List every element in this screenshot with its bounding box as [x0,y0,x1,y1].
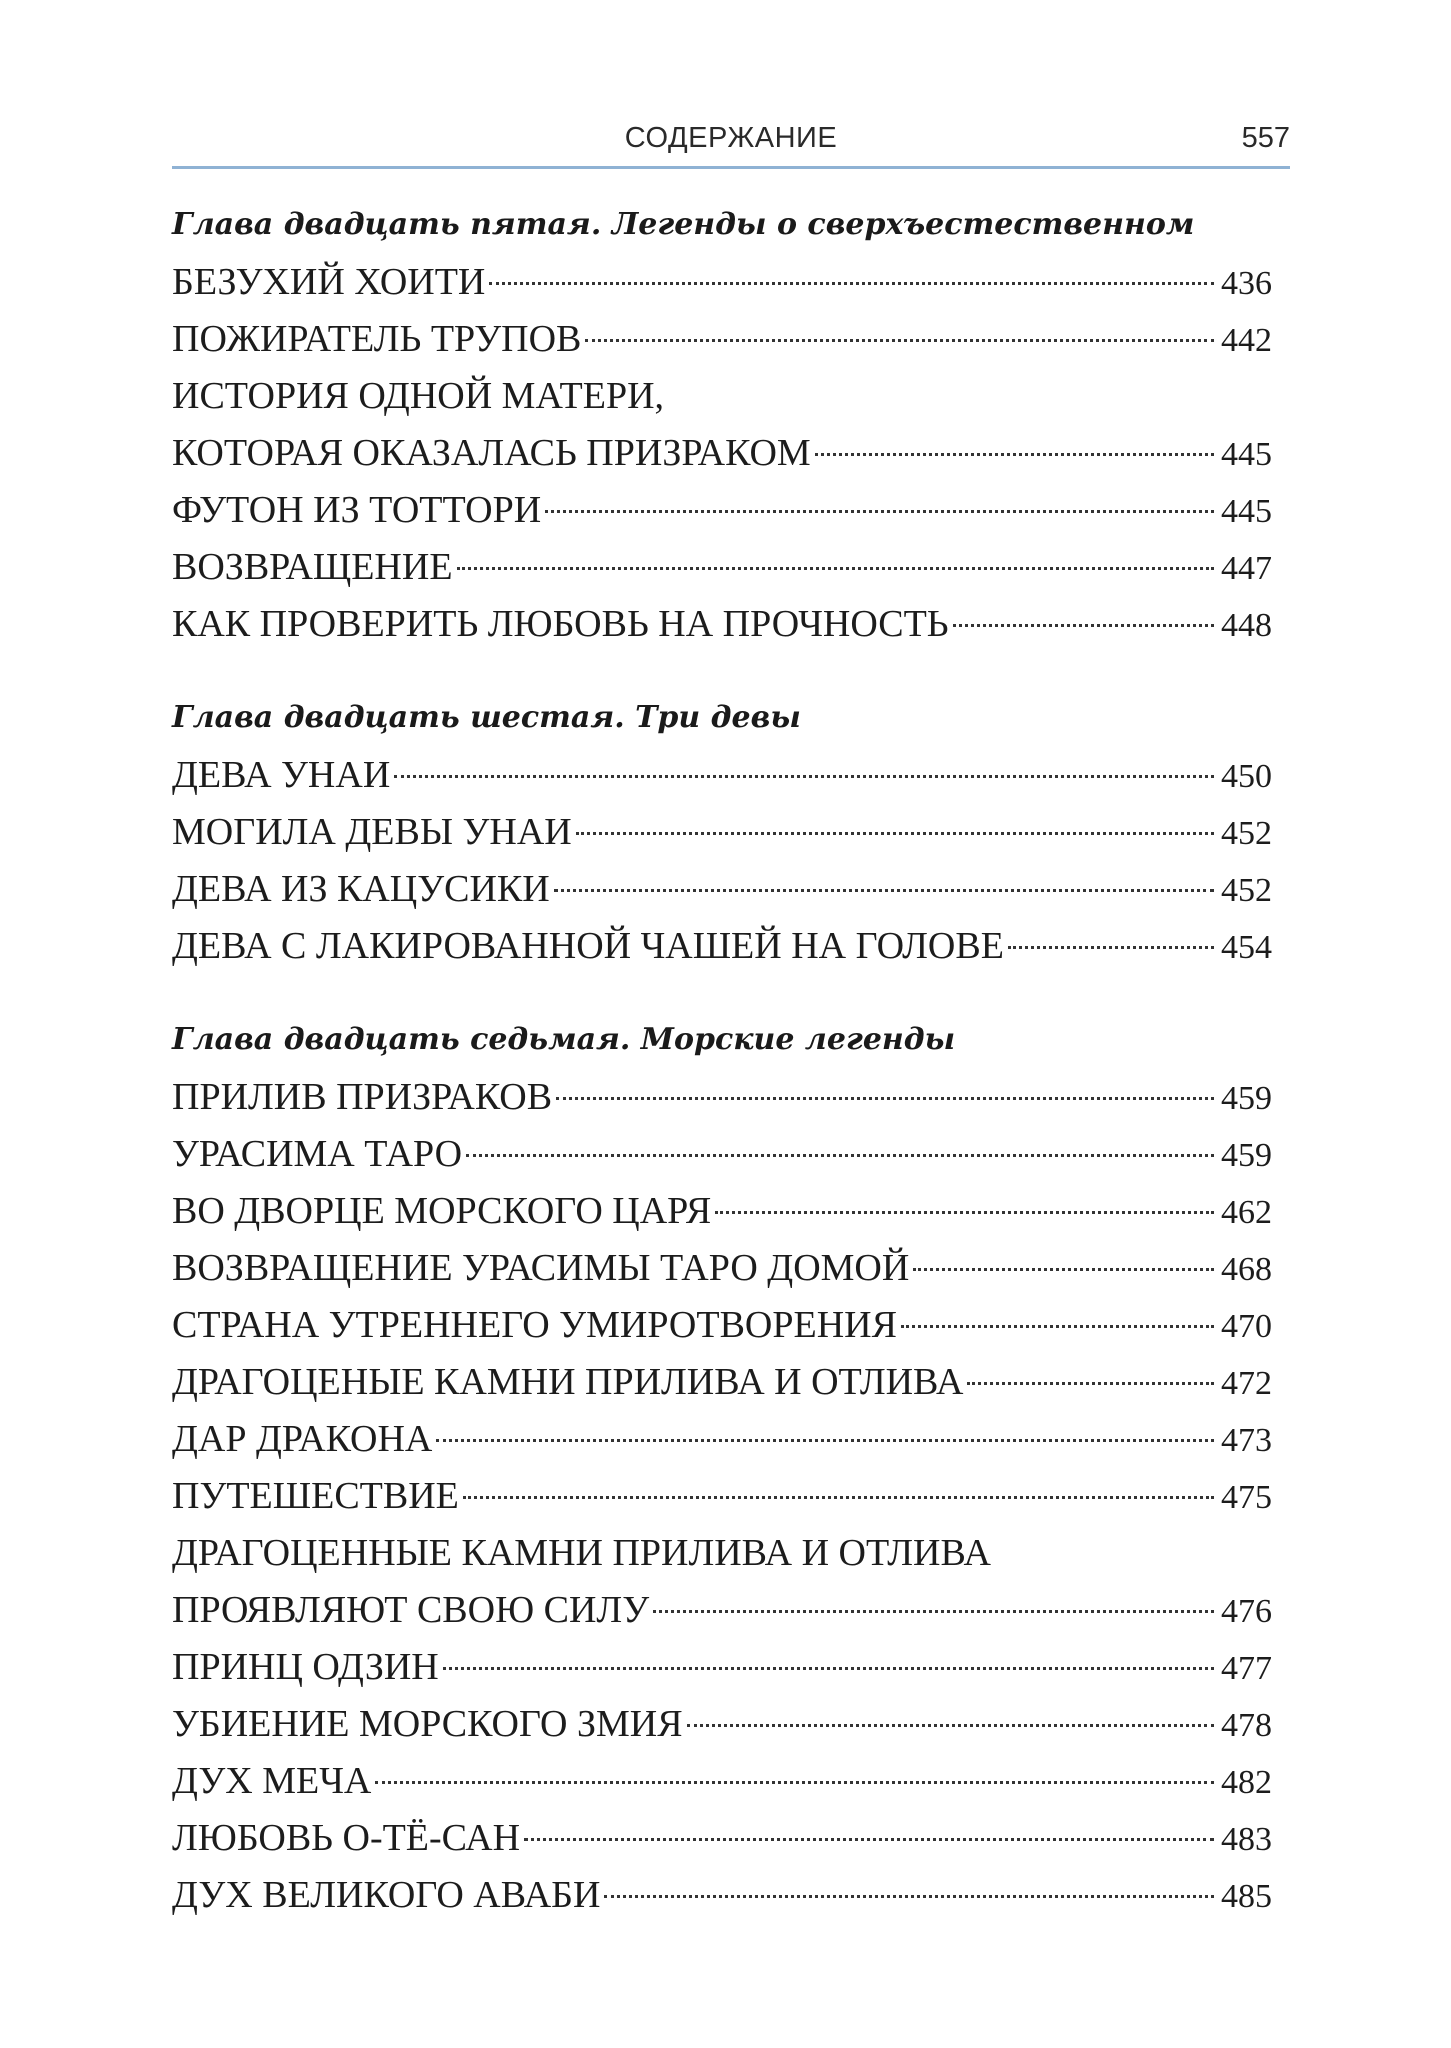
toc-entry-title: УБИЕНИЕ МОРСКОГО ЗМИЯ [172,1703,683,1745]
toc-entry-title: ПРИЛИВ ПРИЗРАКОВ [172,1076,553,1118]
running-title: СОДЕРЖАНИЕ [624,122,838,154]
toc-entry[interactable] [172,1354,1272,1411]
toc-entry-title: ДЕВА ИЗ КАЦУСИКИ [172,868,550,910]
dot-leader [687,1724,1214,1727]
toc-entry-page-number: 468 [1221,1251,1272,1288]
toc-entry-title: ДРАГОЦЕНЫЕ КАМНИ ПРИЛИВА И ОТЛИВА [172,1361,964,1403]
toc-entry-page-number: 447 [1221,550,1272,587]
toc-entry-title: ДАР ДРАКОНА [172,1418,433,1460]
dot-leader [913,1268,1214,1271]
toc-entry[interactable] [172,1696,1272,1753]
chapter-title: Глава двадцать шестая. Три девы [172,700,801,735]
toc-entry-page-number: 445 [1221,436,1272,473]
toc-entry[interactable] [172,1240,1272,1297]
dot-leader [1008,946,1214,949]
toc-entry-page-number: 448 [1221,607,1272,644]
toc-entry[interactable] [172,1468,1272,1525]
toc-entry-page-number: 473 [1221,1422,1272,1459]
toc-entry-page-number: 459 [1221,1080,1272,1117]
toc-entry-row [172,1297,1272,1354]
toc-entry-title: СТРАНА УТРЕННЕГО УМИРОТВОРЕНИЯ [172,1304,897,1346]
dot-leader [604,1895,1214,1898]
toc-entry[interactable] [172,311,1272,368]
toc-entry-title: ДУХ МЕЧА [172,1760,372,1802]
toc-entry-row [172,1468,1272,1525]
toc-entry-page-number: 452 [1221,872,1272,909]
toc-entry-title: КОТОРАЯ ОКАЗАЛАСЬ ПРИЗРАКОМ [172,432,811,474]
chapter-title: Глава двадцать седьмая. Морские легенды [172,1022,956,1057]
dot-leader [436,1439,1214,1442]
dot-leader [524,1838,1214,1841]
toc-entry-page-number: 477 [1221,1650,1272,1687]
toc-entry-row [172,804,1272,861]
dot-leader [545,510,1214,513]
toc-entry-page-number: 472 [1221,1365,1272,1402]
toc-entry-page-number: 470 [1221,1308,1272,1345]
toc-entry-title: ВО ДВОРЦЕ МОРСКОГО ЦАРЯ [172,1190,712,1232]
toc-entry-page-number: 478 [1221,1707,1272,1744]
toc-entry-title: ДУХ ВЕЛИКОГО АВАБИ [172,1874,601,1916]
chapter-section [172,689,1272,975]
toc-entry-row [172,482,1272,539]
toc-entry[interactable] [172,1639,1272,1696]
toc-entry[interactable] [172,1297,1272,1354]
dot-leader [489,282,1214,285]
dot-leader [457,567,1214,570]
toc-entry-row [172,539,1272,596]
toc-entry-page-number: 450 [1221,758,1272,795]
dot-leader [375,1781,1214,1784]
dot-leader [967,1382,1214,1385]
toc-entry-title: ПОЖИРАТЕЛЬ ТРУПОВ [172,318,582,360]
page-number: 557 [1241,122,1290,154]
dot-leader [556,1097,1214,1100]
chapter-section [172,1011,1272,1924]
toc-entry[interactable] [172,1525,1272,1639]
dot-leader [443,1667,1214,1670]
toc-entry[interactable] [172,1126,1272,1183]
toc-entry-title: ПРОЯВЛЯЮТ СВОЮ СИЛУ [172,1589,650,1631]
dot-leader [554,889,1214,892]
toc-entry-row [172,1240,1272,1297]
toc-entry[interactable] [172,482,1272,539]
toc-entry-title: ВОЗВРАЩЕНИЕ УРАСИМЫ ТАРО ДОМОЙ [172,1247,910,1289]
toc-entry-title: БЕЗУХИЙ ХОИТИ [172,261,486,303]
toc-entry-title: МОГИЛА ДЕВЫ УНАИ [172,811,572,853]
toc-entry-page-number: 462 [1221,1194,1272,1231]
toc-entry-title-line: ИСТОРИЯ ОДНОЙ МАТЕРИ, [172,375,665,417]
toc-entry-row [172,1639,1272,1696]
toc-entry[interactable] [172,918,1272,975]
toc-entry-row [172,1696,1272,1753]
chapter-section [172,196,1272,653]
toc-entry-page-number: 452 [1221,815,1272,852]
dot-leader [653,1610,1214,1613]
toc-entry-row [172,1582,1272,1639]
toc-entry-title: ПРИНЦ ОДЗИН [172,1646,439,1688]
toc-entry[interactable] [172,747,1272,804]
toc-entry-title: ДЕВА С ЛАКИРОВАННОЙ ЧАШЕЙ НА ГОЛОВЕ [172,925,1004,967]
dot-leader [585,339,1214,342]
toc-entry-row [172,254,1272,311]
toc-entry-title: УРАСИМА ТАРО [172,1133,463,1175]
toc-entry[interactable] [172,368,1272,482]
toc-entry-row [172,861,1272,918]
toc-entry[interactable] [172,1183,1272,1240]
toc-entry[interactable] [172,1810,1272,1867]
toc-entry-row [172,918,1272,975]
dot-leader [953,624,1214,627]
toc-entry[interactable] [172,861,1272,918]
dot-leader [576,832,1214,835]
toc-entry-title-line: ДРАГОЦЕННЫЕ КАМНИ ПРИЛИВА И ОТЛИВА [172,1532,991,1574]
toc-entry[interactable] [172,596,1272,653]
toc-entry-title: ПУТЕШЕСТВИЕ [172,1475,459,1517]
toc-entry-title: ФУТОН ИЗ ТОТТОРИ [172,489,542,531]
chapter-title: Глава двадцать пятая. Легенды о сверхъестественном [172,207,1195,242]
toc-entry-row [172,1753,1272,1810]
toc-entry[interactable] [172,1411,1272,1468]
toc-entry[interactable] [172,1867,1272,1924]
toc-entry-title: ВОЗВРАЩЕНИЕ [172,546,453,588]
toc-entry-page-number: 442 [1221,322,1272,359]
header-rule [172,166,1290,169]
toc-entry-page-number: 483 [1221,1821,1272,1858]
dot-leader [901,1325,1214,1328]
toc-entry[interactable] [172,804,1272,861]
toc-entry-page-number: 445 [1221,493,1272,530]
toc-entry-page-number: 485 [1221,1878,1272,1915]
running-head [172,118,1290,168]
toc-entry-page-number: 475 [1221,1479,1272,1516]
toc-entry-page-number: 482 [1221,1764,1272,1801]
toc-entry-title: ДЕВА УНАИ [172,754,391,796]
toc-entry-row [172,596,1272,653]
toc-entry-page-number: 454 [1221,929,1272,966]
toc-entry-page-number: 459 [1221,1137,1272,1174]
toc-entry-page-number: 436 [1221,265,1272,302]
toc-entry-title: ЛЮБОВЬ О-ТЁ-САН [172,1817,521,1859]
toc-entry-row [172,1810,1272,1867]
toc-entry[interactable] [172,254,1272,311]
toc-entry-row [172,1411,1272,1468]
dot-leader [715,1211,1214,1214]
dot-leader [394,775,1214,778]
toc-entry[interactable] [172,539,1272,596]
dot-leader [463,1496,1214,1499]
toc-entry-row [172,1126,1272,1183]
toc-entry-row [172,1183,1272,1240]
toc-entry-row [172,1867,1272,1924]
dot-leader [815,453,1214,456]
toc-entry-row [172,311,1272,368]
toc-entry-row [172,1354,1272,1411]
table-of-contents [172,196,1272,1960]
dot-leader [466,1154,1214,1157]
toc-entry-row [172,1069,1272,1126]
toc-entry-row [172,747,1272,804]
toc-entry[interactable] [172,1069,1272,1126]
toc-entry-page-number: 476 [1221,1593,1272,1630]
toc-entry-row [172,425,1272,482]
toc-entry-title: КАК ПРОВЕРИТЬ ЛЮБОВЬ НА ПРОЧНОСТЬ [172,603,949,645]
toc-entry[interactable] [172,1753,1272,1810]
